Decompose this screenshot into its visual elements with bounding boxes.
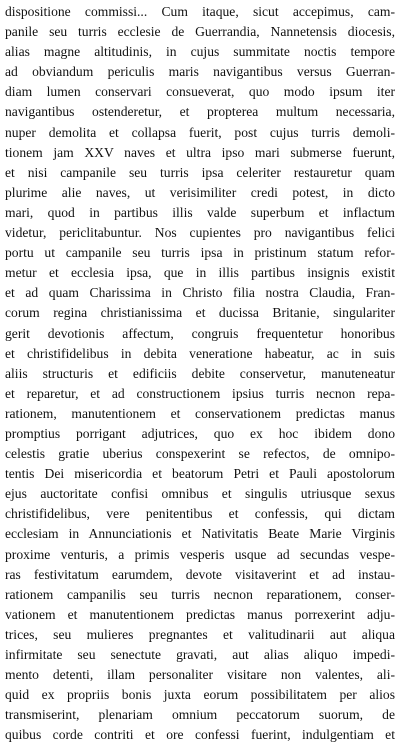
text-line: panile seu turris ecclesie de Guerrandia, Nannetensis diocesis, bbox=[5, 24, 395, 40]
text-line: vationem et manutentionem predictas manus porrexerint adju- bbox=[5, 606, 395, 622]
text-line: tentis Dei misericordia et beatorum Petri et Pauli apostolorum bbox=[5, 466, 395, 482]
text-line: mento detenti, illam personaliter visitare non valentes, ali- bbox=[5, 667, 395, 683]
text-line: gerit devotionis affectum, congruis frequentetur honoribus bbox=[5, 325, 395, 341]
text-line: corum regina christianissima et ducissa Britanie, singulariter bbox=[5, 305, 395, 321]
text-line: et ad quam Charissima in Christo filia nostra Claudia, Fran- bbox=[5, 285, 395, 301]
text-line: et reparetur, et ad constructionem ipsius turris necnon repa- bbox=[5, 385, 395, 401]
text-line: diam lumen conservari consueverat, quo modo ipsum iter bbox=[5, 84, 395, 100]
text-line: metur et ecclesia ipsa, que in illis partibus insignis existit bbox=[5, 265, 395, 281]
text-line: transmiserint, plenariam omnium peccatorum suorum, de bbox=[5, 707, 395, 723]
text-line: ras festivitatum earumdem, devote visitaverint et ad instau- bbox=[5, 566, 395, 582]
text-line: trices, seu mulieres pregnantes et valitudinarii aut aliqua bbox=[5, 626, 395, 642]
text-line: videtur, periclitabuntur. Nos cupientes pro navigantibus felici bbox=[5, 225, 395, 241]
text-line: tionem jam XXV naves et ultra ipso mari submerse fuerunt, bbox=[5, 144, 395, 160]
text-line: christifidelibus, vere penitentibus et confessis, qui dictam bbox=[5, 506, 395, 522]
text-line: proxime venturis, a primis vesperis usque ad secundas vespe- bbox=[5, 546, 395, 562]
text-line: infirmitate seu senectute gravati, aut alias aliquo impedi- bbox=[5, 647, 395, 662]
text-line: mari, quod in partibus illis valde superbum et inflactum bbox=[5, 204, 395, 220]
text-line: celestis gratie uberius conspexerint se refectos, de omnipo- bbox=[5, 446, 395, 462]
text-line: ejus auctoritate confisi omnibus et singulis utriusque sexus bbox=[5, 486, 395, 502]
text-line: aliis structuris et edificiis debite conservetur, manuteneatur bbox=[5, 365, 395, 381]
text-line: portu ut campanile seu turris ipsa in pristinum statum refor- bbox=[5, 245, 395, 261]
text-line: quid ex propriis bonis juxta eorum possibilitatem per alios bbox=[5, 687, 395, 703]
document-page bbox=[5, 2, 395, 743]
text-line: ecclesiam in Annunciationis et Nativitatis Beate Marie Virginis bbox=[5, 526, 395, 542]
text-line: dispositione commissi... Cum itaque, sicut accepimus, cam- bbox=[5, 4, 395, 19]
text-line: nuper demolita et collapsa fuerit, post cujus turris demoli- bbox=[5, 124, 395, 140]
text-line: plurime alie naves, ut verisimiliter credi potest, in dicto bbox=[5, 184, 395, 200]
text-line: promptius porrigant adjutrices, quo ex hoc ibidem dono bbox=[5, 425, 395, 441]
text-line: et christifidelibus in debita veneratione habeatur, ac in suis bbox=[5, 345, 395, 361]
text-line: rationem, manutentionem et conservationem predictas manus bbox=[5, 405, 395, 421]
text-line: ad obviandum periculis maris navigantibus versus Guerran- bbox=[5, 64, 395, 80]
text-line: et nisi campanile seu turris ipsa celeriter restauretur quam bbox=[5, 164, 395, 180]
text-line: navigantibus ostenderetur, et propterea multum necessaria, bbox=[5, 104, 395, 120]
text-line: rationem campanilis seu turris necnon reparationem, conser- bbox=[5, 586, 395, 602]
text-line: alias magne altitudinis, in cujus summitate noctis tempore bbox=[5, 44, 395, 60]
text-line: quibus corde contriti et ore confessi fuerint, indulgentiam et bbox=[5, 727, 395, 743]
